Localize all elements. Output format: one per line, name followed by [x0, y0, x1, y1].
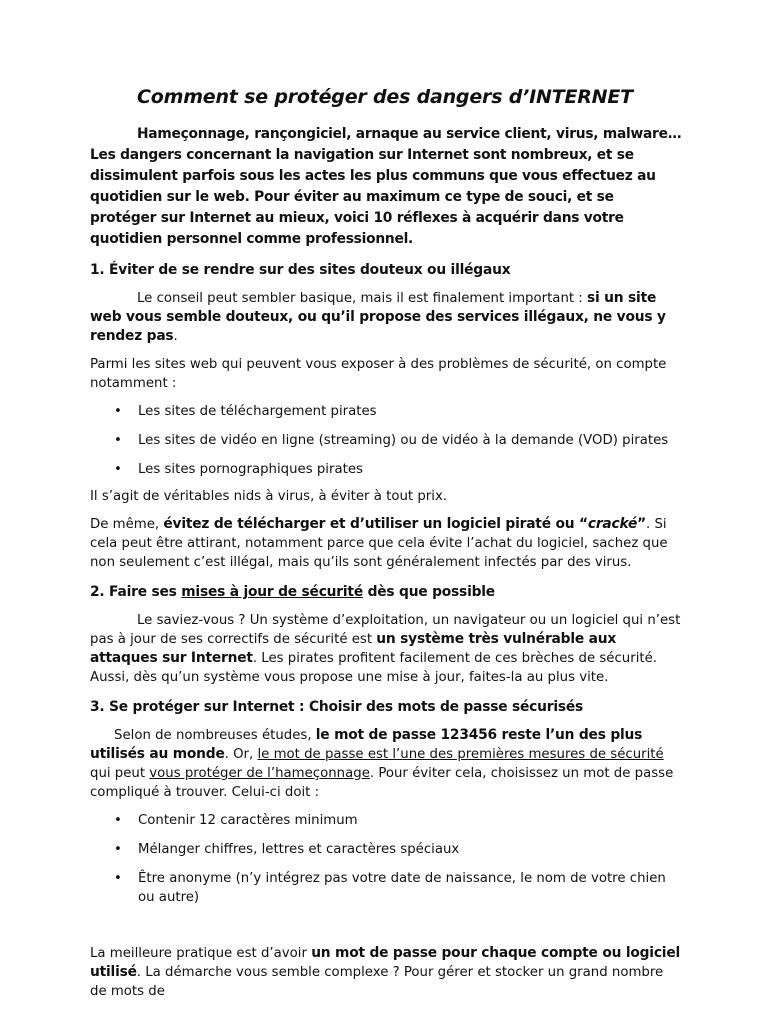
document-title: Comment se protéger des dangers d’INTERNET	[137, 86, 633, 108]
list-item: • Être anonyme (n’y intégrez pas votre date de naissance, le nom de votre chien ou autre)	[90, 869, 684, 907]
section-1-bullet-list	[90, 402, 684, 479]
section-3-heading: 3. Se protéger sur Internet : Choisir des mots de passe sécurisés	[90, 699, 584, 715]
section-2-paragraph-1	[90, 611, 684, 687]
bold-text-run: le mot de passe 123456 reste l’un des plus utilisés au monde	[90, 727, 643, 762]
list-item: • Les sites pornographiques pirates	[90, 460, 684, 479]
bold-italic-text-run: cracké	[587, 516, 638, 532]
text-run: Selon de nombreuses études,	[114, 728, 316, 743]
bold-text-run: un système très vulnérable aux attaques sur Internet	[90, 631, 617, 666]
list-item: • Mélanger chiffres, lettres et caractères spéciaux	[90, 840, 684, 859]
section-1-paragraph-1	[90, 289, 684, 346]
underlined-text-run: vous protéger de l’hameçonnage	[149, 766, 370, 781]
text-run: De même,	[90, 517, 164, 532]
list-item: • Les sites de vidéo en ligne (streaming) ou de vidéo à la demande (VOD) pirates	[90, 431, 684, 450]
bold-text-run: ”	[637, 516, 647, 532]
section-3-paragraph-1	[90, 726, 684, 802]
section-1-heading: 1. Éviter de se rendre sur des sites douteux ou illégaux	[90, 262, 511, 278]
text-run: . Si cela peut être attirant, notamment parce que cela évite l’achat du logiciel, sachez que non seulement c’est illégal, mais qu’ils sont généralement infectés par des virus.	[90, 517, 668, 570]
section-1-paragraph-3: Il s’agit de véritables nids à virus, à éviter à tout prix.	[90, 489, 448, 504]
heading-run: 2. Faire ses	[90, 584, 182, 600]
bold-text-run: si un site web vous semble douteux, ou qu’il propose des services illégaux, ne vous y rendez pas	[90, 290, 666, 344]
spacer	[90, 917, 684, 935]
text-run: . Les pirates profitent facilement de ces brèches de sécurité. Aussi, dès qu’un système vous propose une mise à jour, faites-la au plus vite.	[90, 651, 658, 685]
bold-text-run: un mot de passe pour chaque compte ou logiciel utilisé	[90, 945, 681, 980]
underlined-text-run: le mot de passe est l’une des premières mesures de sécurité	[257, 747, 664, 762]
section-3-paragraph-2	[90, 944, 684, 1001]
section-2-heading	[90, 582, 684, 602]
section-3-bullet-list	[90, 811, 684, 907]
bold-text-run: évitez de télécharger et d’utiliser un logiciel piraté ou “	[163, 516, 588, 532]
text-run: .	[173, 329, 178, 344]
heading-run: dès que possible	[362, 584, 495, 600]
document-body	[90, 124, 684, 1001]
underlined-heading-run: mises à jour de sécurité	[181, 584, 363, 600]
intro-paragraph: Hameçonnage, rançongiciel, arnaque au service client, virus, malware… Les dangers concernant la navigation sur Internet sont nombreux, et se dissimulent parfois sous les actes les plus communs que vous effectuez au quotidien sur le web. Pour éviter au maximum ce type de souci, et se protéger sur Internet au mieux, voici 10 réflexes à acquérir dans votre quotidien personnel comme professionnel.	[90, 126, 682, 247]
text-run: . Or,	[224, 747, 258, 762]
section-1-paragraph-4	[90, 515, 684, 572]
list-item: • Les sites de téléchargement pirates	[90, 402, 684, 421]
list-item: • Contenir 12 caractères minimum	[90, 811, 684, 830]
text-run: . Pour éviter cela, choisissez un mot de passe compliqué à trouver. Celui-ci doit :	[90, 766, 674, 800]
text-run: Le saviez-vous ? Un système d’exploitation, un navigateur ou un logiciel qui n’est pas à jour de ses correctifs de sécurité est	[90, 613, 681, 647]
text-run: Le conseil peut sembler basique, mais il est finalement important :	[137, 291, 588, 306]
section-1-paragraph-2: Parmi les sites web qui peuvent vous exposer à des problèmes de sécurité, on compte notamment :	[90, 357, 667, 391]
text-run: La meilleure pratique est d’avoir	[90, 946, 312, 961]
text-run: . La démarche vous semble complexe ? Pour gérer et stocker un grand nombre de mots de	[90, 965, 664, 999]
text-run: qui peut	[90, 766, 150, 781]
